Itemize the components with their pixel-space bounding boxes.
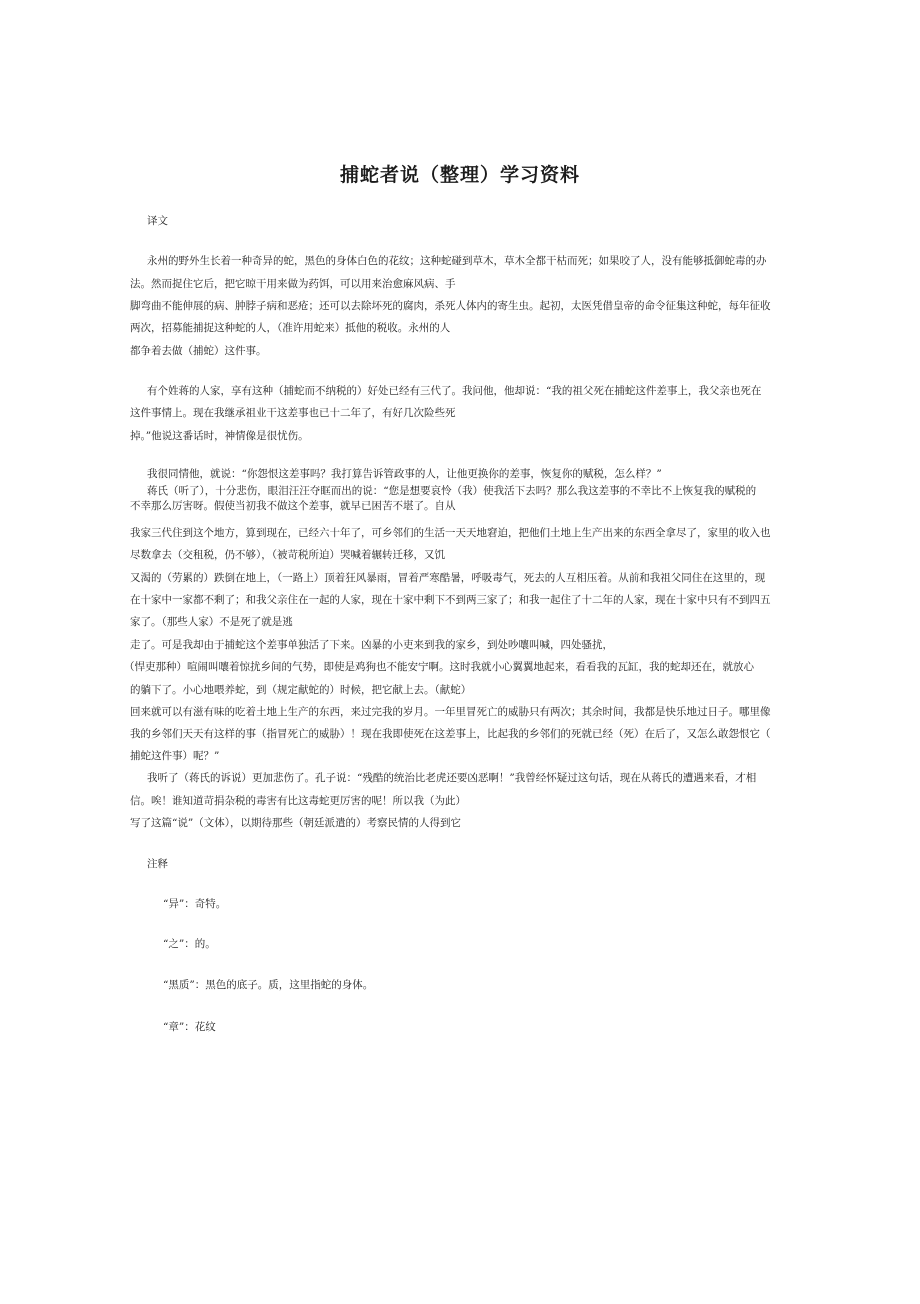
translation-line: 在十家中一家都不剩了；和我父亲住在一起的人家，现在十家中剩下不到两三家了；和我一起住了十二年的人家，现在十家中只有不到四五 xyxy=(130,594,771,606)
translation-line: 又渴的（劳累的）跌倒在地上，（一路上）顶着狂风暴雨，冒着严寒酷暑，呼吸毒气，死去的人互相压着。从前和我祖父同住在这里的，现 xyxy=(130,572,766,584)
note-item: “章”：花纹 xyxy=(163,1021,216,1033)
translation-line: 不幸那么厉害呀。假使当初我不做这个差事，就早已困苦不堪了。自从 xyxy=(130,500,456,512)
note-item: “之”：的。 xyxy=(163,938,216,950)
translation-line: 有个姓蒋的人家，享有这种（捕蛇而不纳税的）好处已经有三代了。我问他，他却说：“我的祖父死在捕蛇这件差事上，我父亲也死在 xyxy=(147,385,762,397)
translation-line: 我家三代住到这个地方，算到现在，已经六十年了，可乡邻们的生活一天天地窘迫，把他们土地上生产出来的东西全拿尽了，家里的收入也 xyxy=(130,527,771,539)
translation-line: 都争着去做（捕蛇）这件事。 xyxy=(130,345,267,357)
translation-line: 我的乡邻们天天有这样的事（指冒死亡的威胁）！现在我即使死在这差事上，比起我的乡邻们的死就已经（死）在后了，又怎么敢怨恨它（ xyxy=(130,728,771,740)
translation-line: （悍吏那种）喧闹叫嚷着惊扰乡间的气势，即使是鸡狗也不能安宁啊。这时我就小心翼翼地起来，看看我的瓦缸，我的蛇却还在，就放心 xyxy=(124,661,754,673)
translation-line: 这件事情上。现在我继承祖业干这差事也已十二年了，有好几次险些死 xyxy=(130,407,456,419)
translation-line: 蒋氏（听了），十分悲伤，眼泪汪汪夺眶而出的说：“您是想要哀怜（我）使我活下去吗？那么我这差事的不幸比不上恢复我的赋税的 xyxy=(147,485,757,497)
note-item: “黑质”：黑色的底子。质，这里指蛇的身体。 xyxy=(163,979,374,991)
translation-line: 法。然而捉住它后，把它晾干用来做为药饵，可以用来治愈麻风病、手 xyxy=(130,278,456,290)
translation-line: 家了。（那些人家）不是死了就是逃 xyxy=(130,616,293,628)
document-title: 捕蛇者说（整理）学习资料 xyxy=(339,164,580,186)
translation-line: 回来就可以有滋有味的吃着土地上生产的东西，来过完我的岁月。一年里冒死亡的威胁只有两次；其余时间，我都是快乐地过日子。哪里像 xyxy=(130,706,771,718)
translation-line: 信。唉！谁知道苛捐杂税的毒害有比这毒蛇更厉害的呢！所以我（为此） xyxy=(130,795,466,807)
translation-line: 掉。”他说这番话时，神情像是很忧伤。 xyxy=(130,430,309,442)
translation-line: 永州的野外生长着一种奇异的蛇，黑色的身体白色的花纹；这种蛇碰到草木，草木全都干枯而死；如果咬了人，没有能够抵御蛇毒的办 xyxy=(147,255,767,267)
translation-line: 写了这篇“说”（文体），以期待那些（朝廷派遣的）考察民情的人得到它 xyxy=(130,817,461,829)
note-item: “异”：奇特。 xyxy=(163,898,227,910)
translation-line: 捕蛇这件事）呢？” xyxy=(130,750,220,762)
translation-line: 我听了（蒋氏的诉说）更加悲伤了。孔子说：“残酷的统治比老虎还要凶恶啊！”我曾经怀疑过这句话，现在从蒋氏的遭遇来看，才相 xyxy=(147,772,757,784)
section-heading-notes: 注释 xyxy=(147,858,168,870)
translation-line: 的躺下了。小心地喂养蛇，到（规定献蛇的）时候，把它献上去。（献蛇） xyxy=(130,684,472,696)
translation-line: 我很同情他，就说：“你怨恨这差事吗？我打算告诉管政事的人，让他更换你的差事，恢复你的赋税，怎么样？” xyxy=(147,468,662,480)
translation-line: 两次，招募能捕捉这种蛇的人，（准许用蛇来）抵他的税收。永州的人 xyxy=(130,322,451,334)
section-heading-translation: 译文 xyxy=(147,215,168,227)
translation-line: 脚弯曲不能伸展的病、肿脖子病和恶疮；还可以去除坏死的腐肉，杀死人体内的寄生虫。起初，太医凭借皇帝的命令征集这种蛇，每年征收 xyxy=(130,300,771,312)
translation-line: 走了。可是我却由于捕蛇这个差事单独活了下来。凶暴的小吏来到我的家乡，到处吵嚷叫喊，四处骚扰， xyxy=(130,639,613,651)
translation-line: 尽数拿去（交租税，仍不够），（被苛税所迫）哭喊着辗转迁移，又饥 xyxy=(130,549,445,561)
